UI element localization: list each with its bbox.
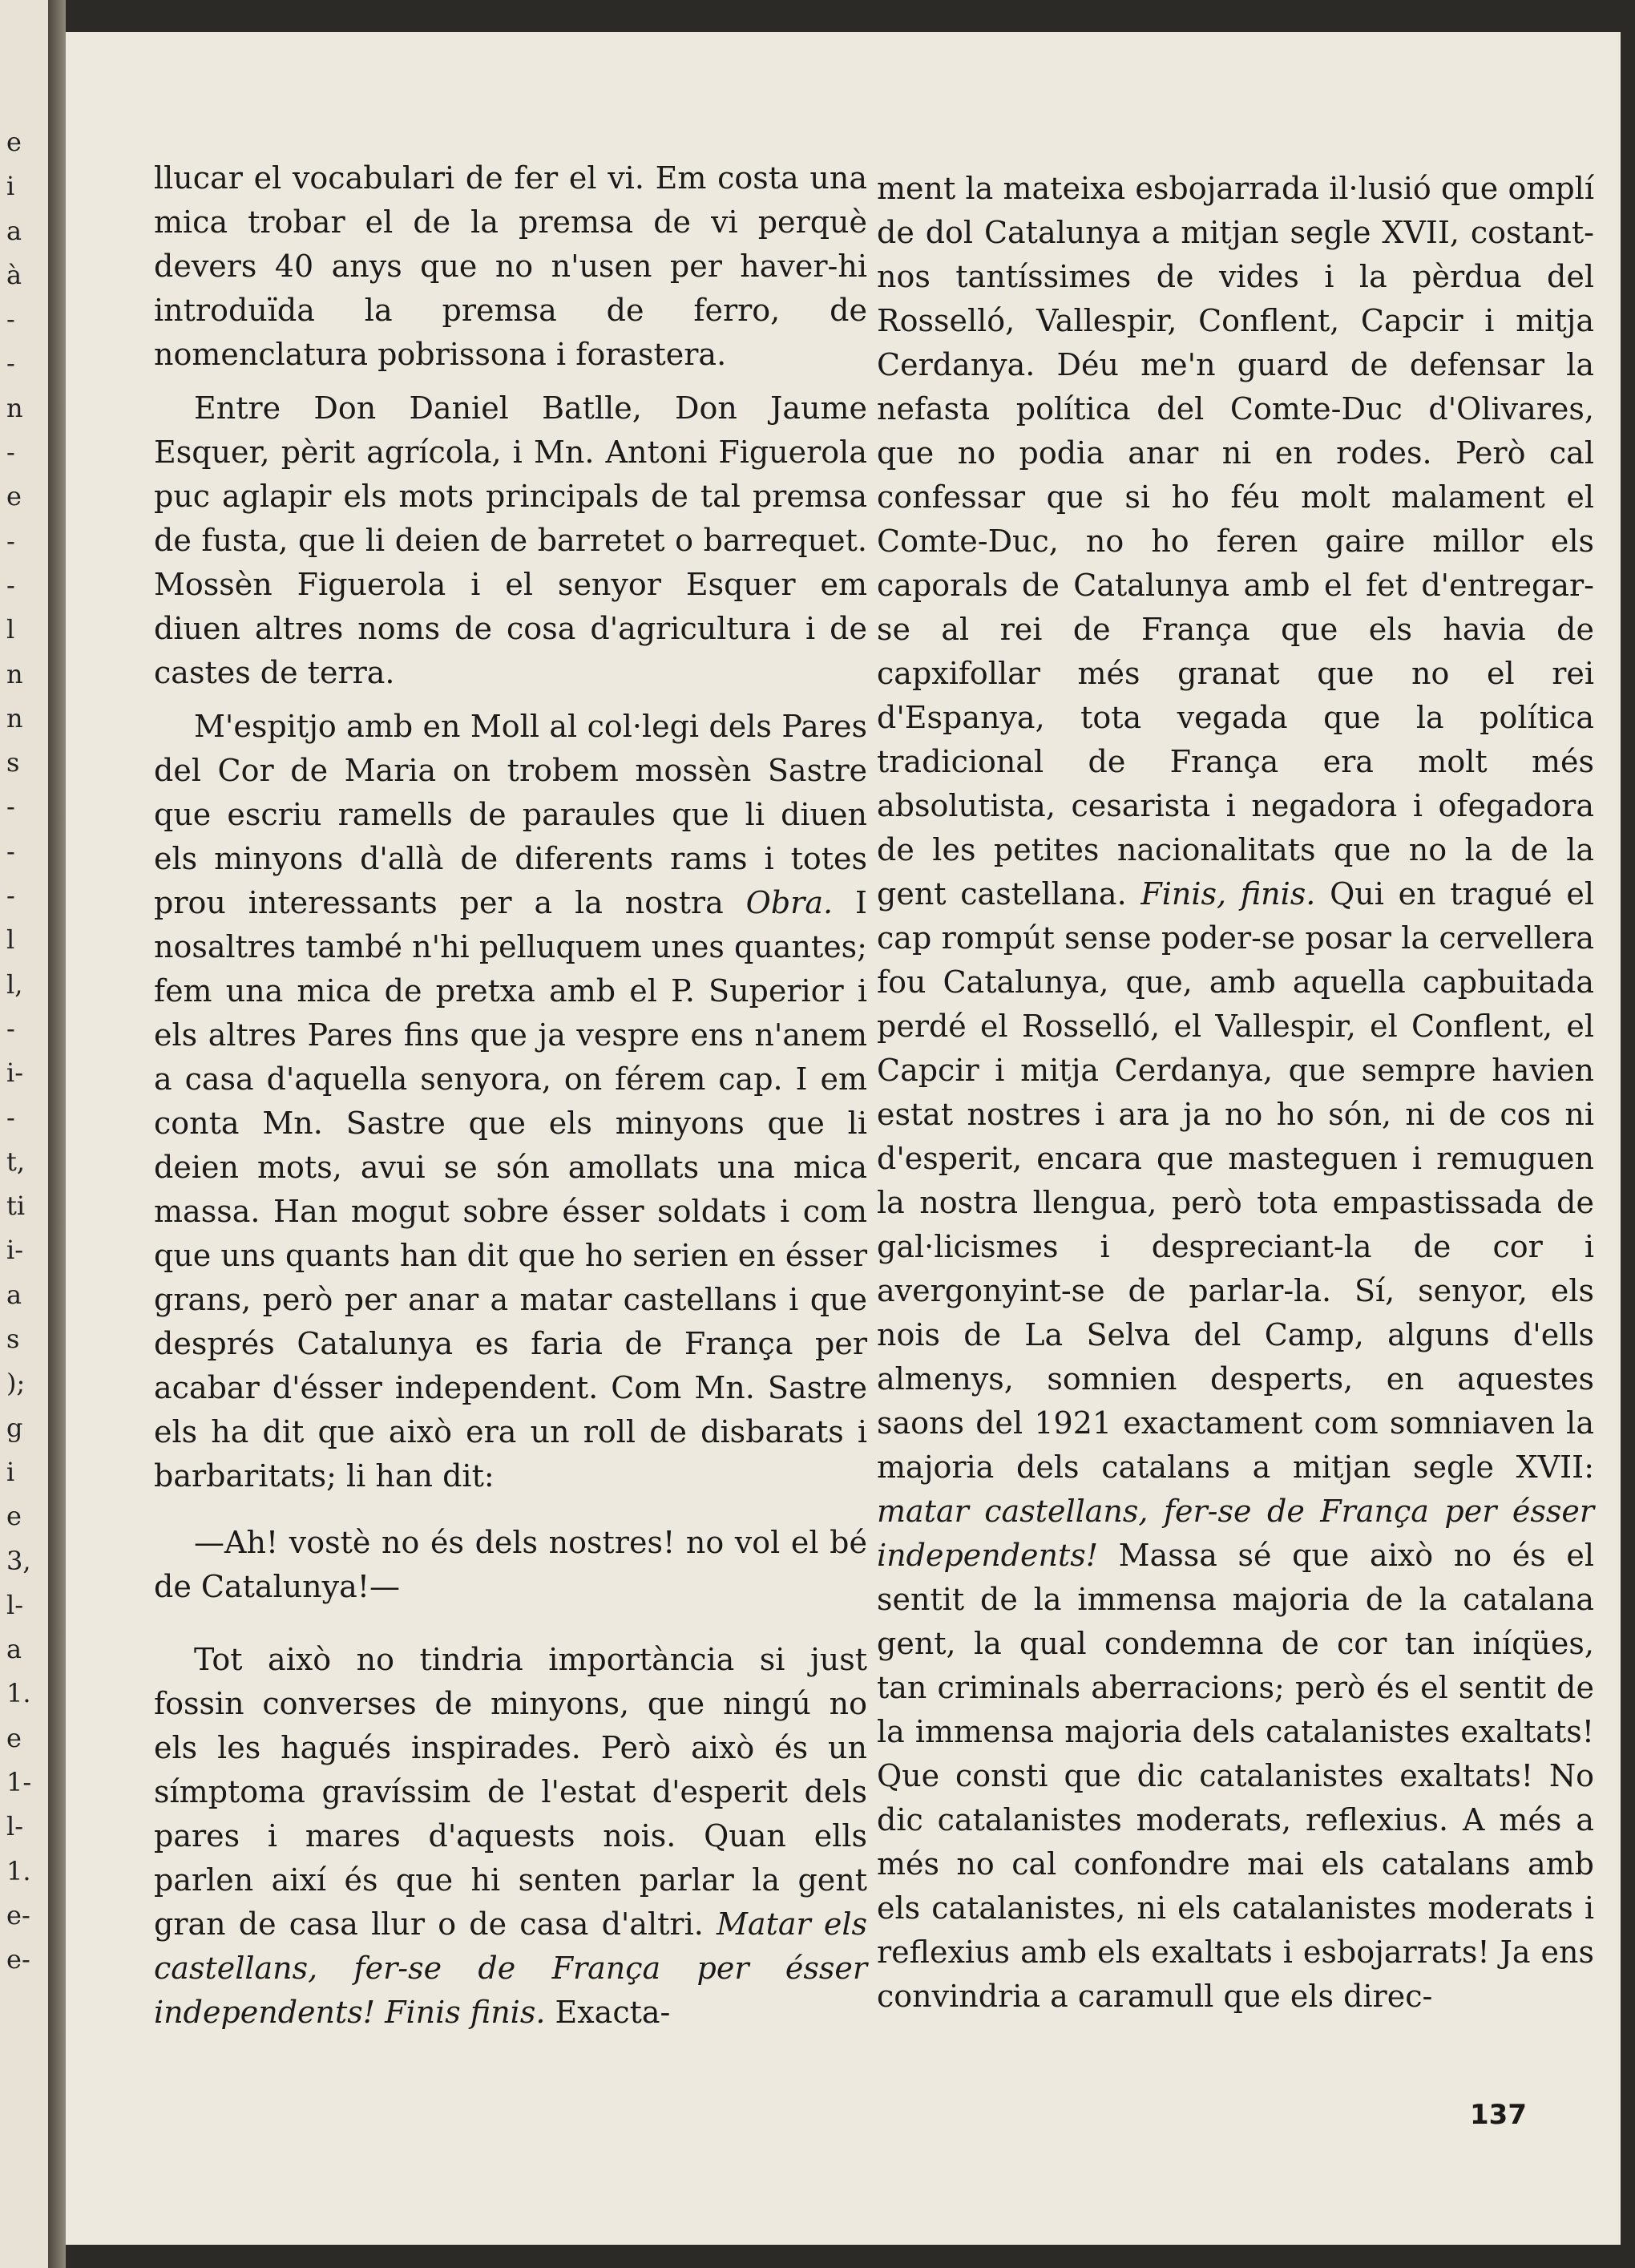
edge-fragment: e [6, 1722, 22, 1753]
edge-fragment: i [6, 171, 15, 202]
edge-fragment: - [6, 835, 15, 867]
edge-fragment: - [6, 880, 15, 912]
edge-fragment: 1. [6, 1678, 31, 1709]
edge-fragment: 1. [6, 1855, 31, 1886]
edge-fragment: e [6, 127, 22, 157]
book-gutter [48, 0, 66, 2268]
edge-fragment: - [6, 791, 15, 823]
edge-fragment: e- [6, 1899, 30, 1930]
edge-fragment: t, [6, 1146, 26, 1177]
paragraph [154, 705, 867, 1498]
edge-fragment: - [6, 525, 15, 556]
left-column [154, 156, 867, 2044]
edge-fragment: ti [6, 1191, 26, 1222]
edge-fragment: s [6, 1324, 20, 1355]
book-page [66, 32, 1621, 2245]
dialogue-paragraph: —Ah! vostè no és dels nostres! no vol el bé de Catalunya!— [154, 1525, 867, 1604]
edge-fragment: - [6, 304, 15, 335]
text-run: I nosaltres també n'hi pelluquem unes quantes; fem una mica de pretxa amb el P. Superior i els altres Pares fins que ja vespre ens n'anem a casa d'aquella senyora, on férem cap. I em conta Mn. Sastre que els minyons que li deien mots, avui se són amollats una mica massa. Han mogut sobre ésser soldats i com que uns quants han dit que ho serien en ésser grans, però per anar a matar castellans i que després Catalunya es faria de França per acabar d'ésser independent. Com Mn. Sastre els ha dit que això era un roll de disbarats i barbaritats; li han dit: [154, 885, 867, 1494]
previous-page-letters [6, 120, 31, 1982]
edge-fragment: e [6, 481, 22, 512]
edge-fragment: i- [6, 1057, 24, 1089]
right-column [877, 167, 1594, 2028]
edge-fragment: ); [6, 1368, 26, 1399]
edge-fragment: l- [6, 1811, 24, 1842]
edge-fragment: n [6, 702, 23, 734]
paragraph: llucar el vocabulari de fer el vi. Em costa una mica trobar el de la premsa de vi perquè devers 40 anys que no n'usen per haver-hi introduïda la premsa de ferro, de nomenclatura pobrissona i forastera. [154, 160, 867, 372]
edge-fragment: - [6, 348, 15, 379]
edge-fragment: l [6, 924, 15, 956]
text-run: Qui en tragué el cap rompút sense poder-se posar la cervellera fou Catalunya, que, amb aquella capbuitada perdé el Rosselló, el Vallespir, el Conflent, el Capcir i mitja Cerdanya, que sempre havien estat nostres i ara ja no ho són, ni de cos ni d'esperit, encara que masteguen i remuguen la nostra llengua, però tota empastissada de gal·licismes i despreciant-la de cor i avergonyint-se de parlar-la. Sí, senyor, els nois de La Selva del Camp, alguns d'ells almenys, somnien desperts, en aquestes saons del 1921 exactament com somniaven la majoria dels catalans a mitjan segle XVII: [877, 876, 1595, 1485]
text-run: ment la mateixa esbojarrada il·lusió que omplí de dol Catalunya a mitjan segle XVII, costant-nos tantíssimes de vides i la pèrdua del Rosselló, Vallespir, Conflent, Capcir i mitja Cerdanya. Déu me'n guard de defensar la nefasta política del Comte-Duc d'Olivares, que no podia anar ni en rodes. Però cal confessar que si ho féu molt malament el Comte-Duc, no ho feren gaire millor els caporals de Catalunya amb el fet d'entregar-se al rei de França que els havia de capxifollar més granat que no el rei d'Espanya, tota vegada que la política tradicional de França era molt més absolutista, cesarista i negadora i ofegadora de les petites nacionalitats que no la de la gent castellana. [877, 171, 1594, 912]
paragraph: Entre Don Daniel Batlle, Don Jaume Esquer, pèrit agrícola, i Mn. Antoni Figuerola puc aglapir els mots principals de tal premsa de fusta, que li deien de barretet o barrequet. Mossèn Figuerola i el senyor Esquer em diuen altres noms de cosa d'agricultura i de castes de terra. [154, 390, 867, 690]
page-number: 137 [1470, 2099, 1527, 2131]
edge-fragment: - [6, 1102, 15, 1133]
italic-text: Obra. [745, 885, 834, 920]
edge-fragment: e [6, 1501, 22, 1532]
previous-page-edge [0, 0, 48, 2268]
paragraph [877, 167, 1594, 2019]
edge-fragment: e- [6, 1944, 30, 1975]
paragraph [154, 1638, 867, 2035]
edge-fragment: à [6, 259, 22, 290]
edge-fragment: s [6, 747, 20, 778]
edge-fragment: g [6, 1412, 23, 1443]
edge-fragment: n [6, 658, 23, 689]
edge-fragment: n [6, 392, 23, 423]
italic-text: Finis, finis. [1140, 876, 1316, 912]
italic-text: matar castellans, fer-se de França per ésser independents! [877, 1494, 1594, 1573]
edge-fragment: - [6, 1013, 15, 1044]
edge-fragment: a [6, 215, 22, 246]
text-run: Tot això no tindria importància si just fossin converses de minyons, que ningú no els les hagués inspirades. Però això és un símptoma gravíssim de l'estat d'esperit dels pares i mares d'aquests nois. Quan ells parlen així és que hi senten parlar la gent gran de casa llur o de casa d'altri. [154, 1642, 867, 1942]
edge-fragment: l [6, 614, 15, 645]
text-run: M'espitjo amb en Moll al col·legi dels Pares del Cor de Maria on trobem mossèn Sastre que escriu ramells de paraules que li diuen els minyons d'allà de diferents rams i totes prou interessants per a la nostra [154, 709, 867, 920]
edge-fragment: - [6, 437, 15, 468]
edge-fragment: l- [6, 1589, 24, 1620]
edge-fragment: a [6, 1634, 22, 1665]
italic-text: Matar els castellans, fer-se de França per ésser independents! Finis finis. [154, 1906, 867, 2030]
edge-fragment: - [6, 569, 15, 600]
edge-fragment: i- [6, 1235, 24, 1266]
edge-fragment: a [6, 1279, 22, 1310]
text-run: Exacta- [545, 1995, 671, 2030]
edge-fragment: l, [6, 968, 23, 1000]
edge-fragment: 1- [6, 1766, 32, 1797]
text-run: Massa sé que això no és el sentit de la immensa majoria de la catalana gent, la qual condemna de cor tan iníqües, tan criminals aberracions; però és el sentit de la immensa majoria dels catalanistes exaltats! Que consti que dic catalanistes exaltats! No dic catalanistes moderats, reflexius. A més a més no cal confondre mai els catalans amb els catalanistes, ni els catalanistes moderats i reflexius amb els exaltats i esbojarrats! Ja ens convindria a caramull que els direc- [877, 1538, 1594, 2014]
edge-fragment: 3, [6, 1545, 31, 1576]
edge-fragment: i [6, 1456, 15, 1487]
